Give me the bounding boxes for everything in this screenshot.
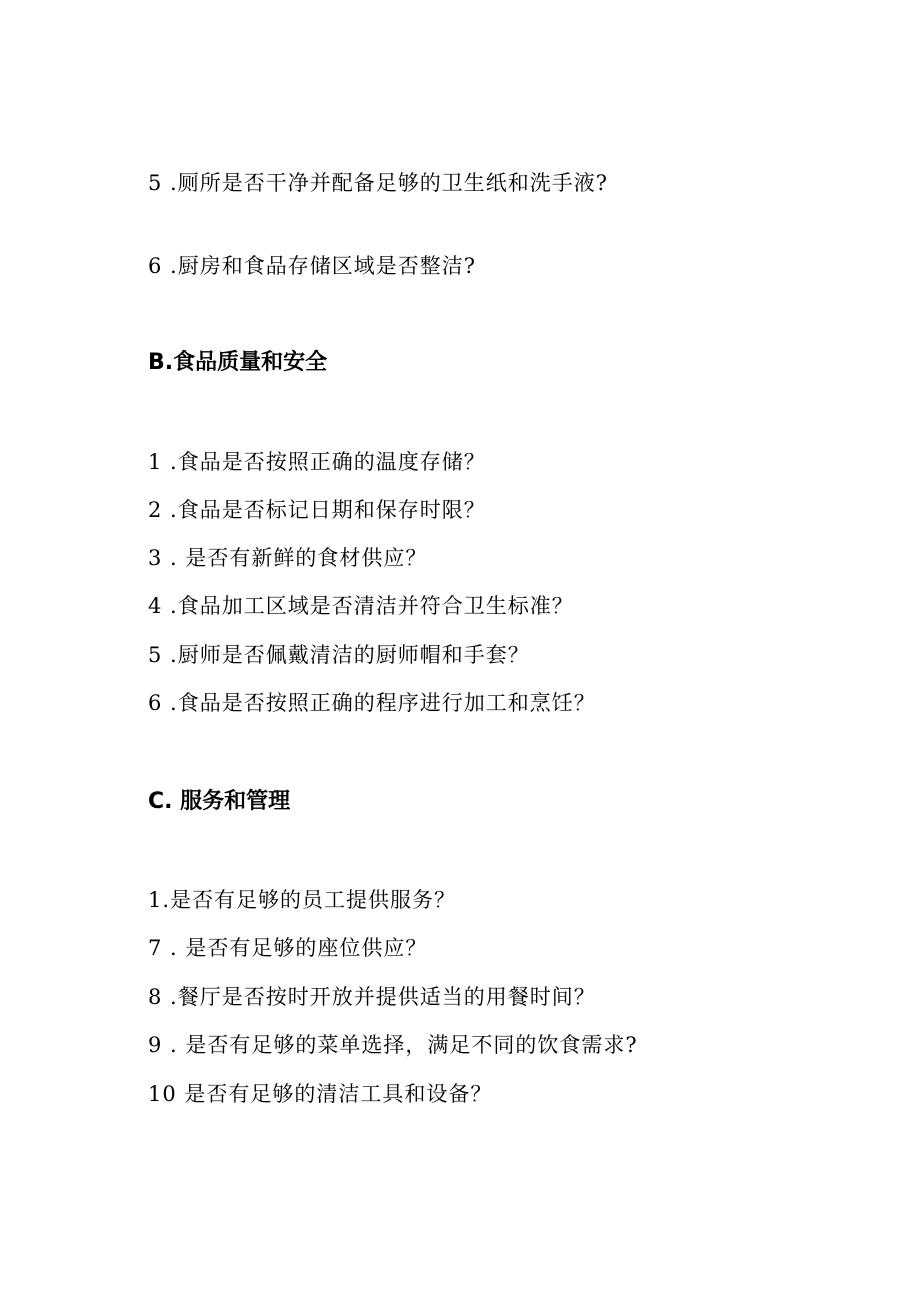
question-c-8: 8 .餐厅是否按时开放并提供适当的用餐时间？ xyxy=(148,985,596,1009)
question-c-7: 7 . 是否有足够的座位供应？ xyxy=(148,936,428,960)
question-b-5: 5 .厨师是否佩戴清洁的厨师帽和手套？ xyxy=(148,643,530,667)
question-c-1: 1.是否有足够的员工提供服务？ xyxy=(148,888,457,912)
question-b-1: 1 .食品是否按照正确的温度存储？ xyxy=(148,450,486,474)
question-a-5: 5 .厕所是否干净并配备足够的卫生纸和洗手液? xyxy=(148,171,608,195)
question-b-4: 4 .食品加工区域是否清洁并符合卫生标准？ xyxy=(148,594,574,618)
question-c-9: 9 . 是否有足够的菜单选择，满足不同的饮食需求? xyxy=(148,1033,638,1057)
section-b-heading: B.食品质量和安全 xyxy=(148,350,328,375)
section-c-heading: C. 服务和管理 xyxy=(148,789,291,814)
question-b-3: 3 . 是否有新鲜的食材供应？ xyxy=(148,546,428,570)
question-b-2: 2 .食品是否标记日期和保存时限？ xyxy=(148,498,486,522)
question-a-6: 6 .厨房和食品存储区域是否整洁? xyxy=(148,254,476,278)
question-c-10: 10 是否有足够的清洁工具和设备？ xyxy=(148,1082,493,1106)
question-b-6: 6 .食品是否按照正确的程序进行加工和烹饪？ xyxy=(148,691,596,715)
